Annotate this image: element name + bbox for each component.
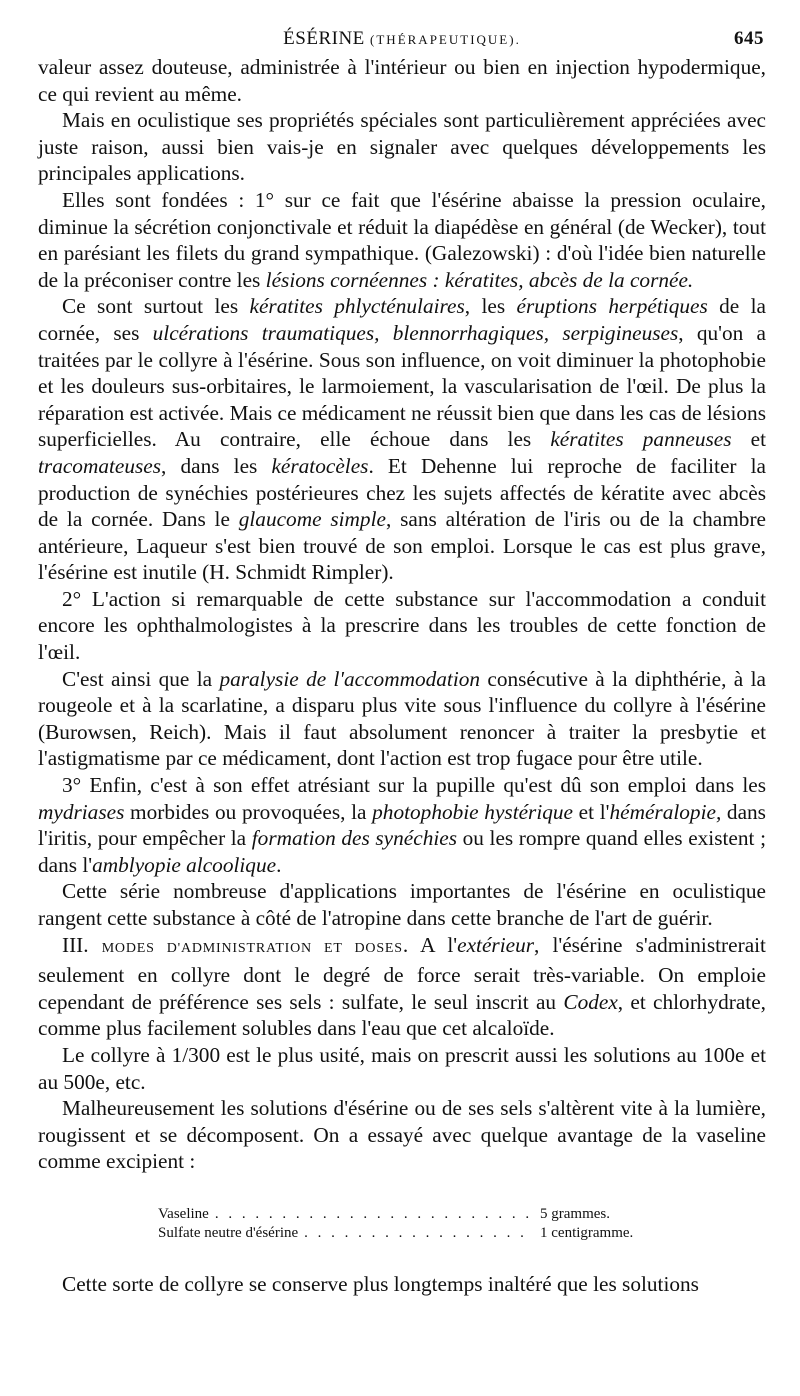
italic-run: kératites panneuses [550, 427, 732, 452]
text-run: Elles sont fondées : 1° sur ce fait que l'ésérine abaisse la pression oculaire, diminue la sécrétion conjonctivale et réduit la diapédèse en général (de Wecker), tout en parésiant les filets du grand sympathique. (Galezowski) : d'où l'idée bien naturelle de la préconiser contre les [38, 187, 766, 292]
recipe-ingredient: Sulfate neutre d'ésérine [158, 1224, 299, 1241]
paragraph [38, 666, 766, 772]
italic-run: kératites phlycténulaires [249, 294, 465, 319]
italic-run: photophobie hystérique [372, 799, 574, 824]
text-run: ou les rompre quand elles existent ; dans l' [38, 826, 766, 877]
recipe-dose: 5 grammes. [540, 1205, 610, 1222]
running-title-sub: (THÉRAPEUTIQUE). [370, 32, 521, 47]
italic-run: Codex [563, 989, 618, 1014]
paragraph [38, 1042, 766, 1095]
italic-run: amblyopie alcoolique [92, 852, 277, 877]
text-run: Le collyre à 1/300 est le plus usité, mais on prescrit aussi les solutions au 100e et au 500e, etc. [38, 1042, 766, 1094]
text-run: consécutive à la diphthérie, à la rougeole et à la scarlatine, a disparu plus vite sous l'influence du collyre à l'ésérine (Burowsen, Reich). Mais il faut absolument renoncer à traiter la presbytie et l'astigmatisme par ce médicament, dont l'action est trop fugace pour être utile. [38, 666, 766, 771]
italic-run: éruptions herpétiques [516, 294, 708, 319]
paragraph [38, 932, 766, 1042]
text-run: de la cornée, ses [38, 294, 766, 345]
recipe-ingredient: Vaseline [158, 1205, 209, 1222]
paragraph [38, 54, 766, 107]
italic-run: formation des synéchies [251, 826, 457, 851]
italic-run: kératocèles [271, 453, 369, 478]
text-run: et [731, 427, 766, 452]
text-run: morbides ou provoquées, la [124, 799, 373, 824]
running-header [38, 20, 766, 54]
page-body [38, 54, 766, 1298]
italic-run: ulcérations traumatiques, blennorrhagiques, serpigineuses [152, 320, 679, 345]
text-run: et l' [573, 799, 610, 824]
text-run: , et chlorhydrate, comme plus facilement solubles dans l'eau que cet alcaloïde. [38, 989, 766, 1041]
italic-run: extérieur [457, 932, 535, 957]
text-run: valeur assez douteuse, administrée à l'intérieur ou bien en injection hypodermique, ce qui revient au même. [38, 55, 766, 106]
paragraph [38, 107, 766, 187]
italic-run: paralysie de l'accommodation [219, 666, 481, 691]
recipe-row [158, 1205, 658, 1224]
text-run: , qu'on a traitées par le collyre à l'ésérine. Sous son influence, on voit diminuer la photophobie et les douleurs sus-orbitaires, le larmoiement, la vascularisation de l'œil. De plus la réparation est activée. Mais ce médicament ne réussit bien que dans les cas de lésions superficielles. Au contraire, elle échoue dans les [38, 320, 767, 452]
text-run: Mais en oculistique ses propriétés spéciales sont particulièrement appréciées avec juste raison, aussi bien vais-je en signaler avec quelques développements les principales applications. [38, 108, 766, 186]
leader-dots [304, 1224, 534, 1243]
paragraph [38, 1095, 766, 1175]
italic-run: mydriases [38, 799, 125, 824]
recipe-row [158, 1224, 658, 1243]
text-run: III. [62, 932, 102, 957]
recipe-dose: 1 centigramme. [540, 1224, 634, 1241]
text-run: Cette série nombreuse d'applications importantes de l'ésérine en oculistique rangent cette substance à côté de l'atropine dans cette branche de l'art de guérir. [38, 879, 766, 930]
closing-paragraph: Cette sorte de collyre se conserve plus longtemps inaltéré que les solutions [62, 1271, 699, 1296]
text-run: , sans altération de l'iris ou de la chambre antérieure, Laqueur s'est bien trouvé de son emploi. Lorsque le cas est plus grave, l'ésérine est inutile (H. Schmidt Rimpler). [38, 507, 766, 585]
running-title-main: ÉSÉRINE [283, 28, 365, 49]
paragraph [38, 772, 766, 878]
text-run: Malheureusement les solutions d'ésérine ou de ses sels s'altèrent vite à la lumière, rougissent et se décomposent. On a essayé avec quelque avantage de la vaseline comme excipient : [38, 1096, 766, 1174]
italic-run: héméralopie, [609, 799, 722, 824]
paragraph [38, 878, 766, 931]
text-run: 3° Enfin, c'est à son effet atrésiant sur la pupille qu'est dû son emploi dans les [62, 773, 766, 798]
text-run: dans l'iritis, pour empêcher la [38, 799, 766, 851]
page-number: 645 [734, 28, 764, 49]
text-run: . Et Dehenne lui reproche de faciliter la production de synéchies postérieures chez les sujets affectés de kératite avec abcès de la cornée. Dans le [38, 453, 766, 532]
text-run: , les [464, 294, 517, 319]
text-run: Ce sont surtout les [62, 294, 250, 319]
text-run: C'est ainsi que la [62, 666, 220, 691]
italic-run: tracomateuses [38, 453, 162, 478]
text-run: . [276, 852, 282, 877]
text-run: , dans les [161, 453, 272, 478]
text-run: , l'ésérine s'administrerait seulement en collyre dont le degré de force serait très-variable. On emploie cependant de préférence ses sels : sulfate, le seul inscrit au [38, 932, 766, 1014]
paragraph [38, 187, 766, 293]
recipe-formula [158, 1205, 658, 1243]
small-caps-run: MODES D'ADMINISTRATION ET DOSES [101, 940, 403, 956]
italic-run: glaucome simple [238, 507, 386, 532]
running-title [38, 28, 766, 50]
paragraph [38, 586, 766, 666]
paragraph [38, 293, 766, 586]
text-run: 2° L'action si remarquable de cette substance sur l'accommodation a conduit encore les ophthalmologistes à la prescrire dans les troubles de cette fonction de l'œil. [38, 586, 766, 665]
leader-dots [215, 1205, 534, 1224]
italic-run: lésions cornéennes : kératites, abcès de la cornée. [265, 267, 694, 292]
text-run: . A l' [402, 932, 458, 957]
